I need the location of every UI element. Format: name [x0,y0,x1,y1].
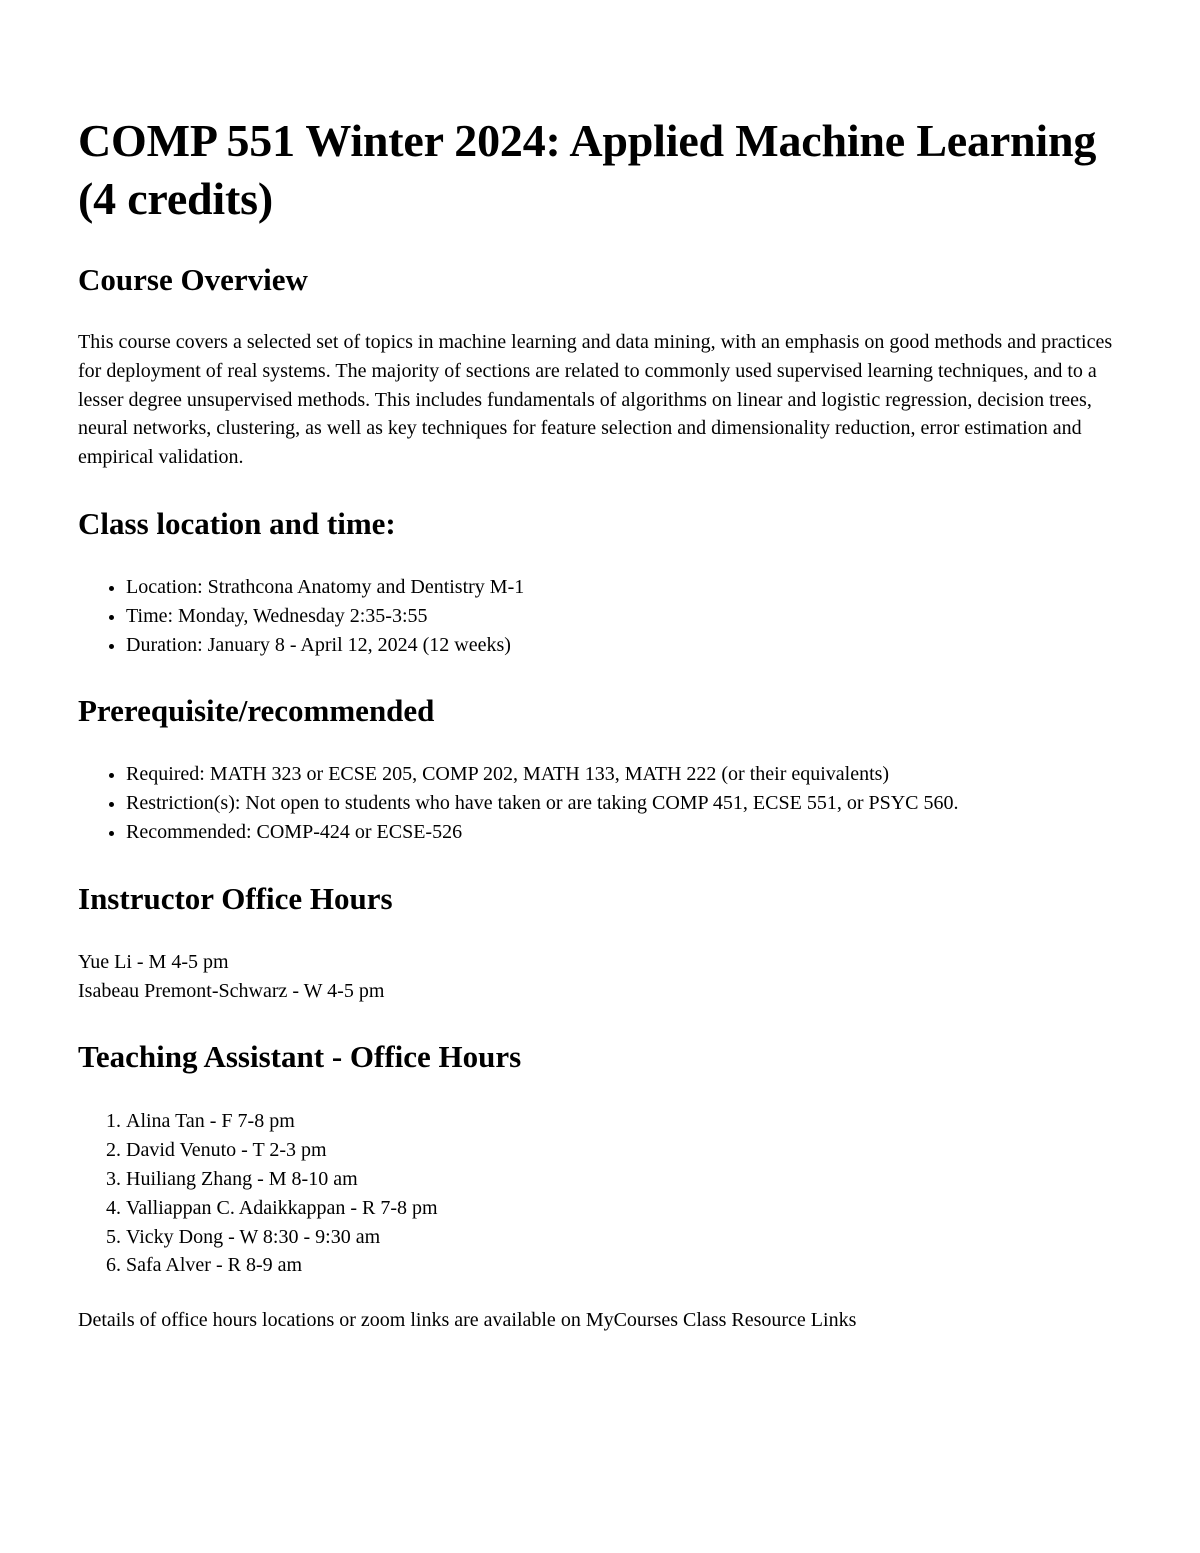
list-item: 4. Valliappan C. Adaikkappan - R 7-8 pm [126,1194,1124,1223]
course-overview-text: This course covers a selected set of topics in machine learning and data mining, with an emphasis on good methods and practices for deployment of real systems. The majority of sections are related to commonly used supervised learning techniques, and to a lesser degree unsupervised methods. This includes fundamentals of algorithms on linear and logistic regression, decision trees, neural networks, clustering, as well as key techniques for feature selection and dimensionality reduction, error estimation and empirical validation. [78,331,1113,469]
list-item: 1. Alina Tan - F 7-8 pm [126,1107,1124,1136]
ta-office-hours-list [78,1107,1124,1280]
class-location-list [78,573,1124,659]
instructor-line: Yue Li - M 4-5 pm [78,950,229,973]
list-item: 6. Safa Alver - R 8-9 am [126,1251,1124,1280]
list-item: 2. David Venuto - T 2-3 pm [126,1136,1124,1165]
instructor-line: Isabeau Premont-Schwarz - W 4-5 pm [78,979,385,1002]
prerequisite-list [78,760,1124,846]
ta-office-hours-heading: Teaching Assistant - Office Hours [78,1039,522,1075]
list-item: • Recommended: COMP-424 or ECSE-526 [126,818,1124,847]
instructor-office-hours-heading: Instructor Office Hours [78,880,393,916]
list-item: • Required: MATH 323 or ECSE 205, COMP 202, MATH 133, MATH 222 (or their equivalents) [126,760,1124,789]
class-location-heading: Class location and time: [78,505,396,541]
office-hours-details-note: Details of office hours locations or zoom links are available on MyCourses Class Resource Links [78,1309,857,1332]
course-overview-heading: Course Overview [78,262,308,297]
list-item: • Restriction(s): Not open to students who have taken or are taking COMP 451, ECSE 551, or PSYC 560. [126,789,1124,818]
list-item: 5. Vicky Dong - W 8:30 - 9:30 am [126,1223,1124,1252]
list-item: • Time: Monday, Wednesday 2:35-3:55 [126,602,1124,631]
instructor-office-hours [78,948,1124,1006]
page-title: COMP 551 Winter 2024: Applied Machine Learning (4 credits) [78,115,1097,224]
list-item: • Duration: January 8 - April 12, 2024 (12 weeks) [126,631,1124,660]
list-item: 3. Huiliang Zhang - M 8-10 am [126,1165,1124,1194]
prerequisite-heading: Prerequisite/recommended [78,693,435,729]
list-item: • Location: Strathcona Anatomy and Dentistry M-1 [126,573,1124,602]
